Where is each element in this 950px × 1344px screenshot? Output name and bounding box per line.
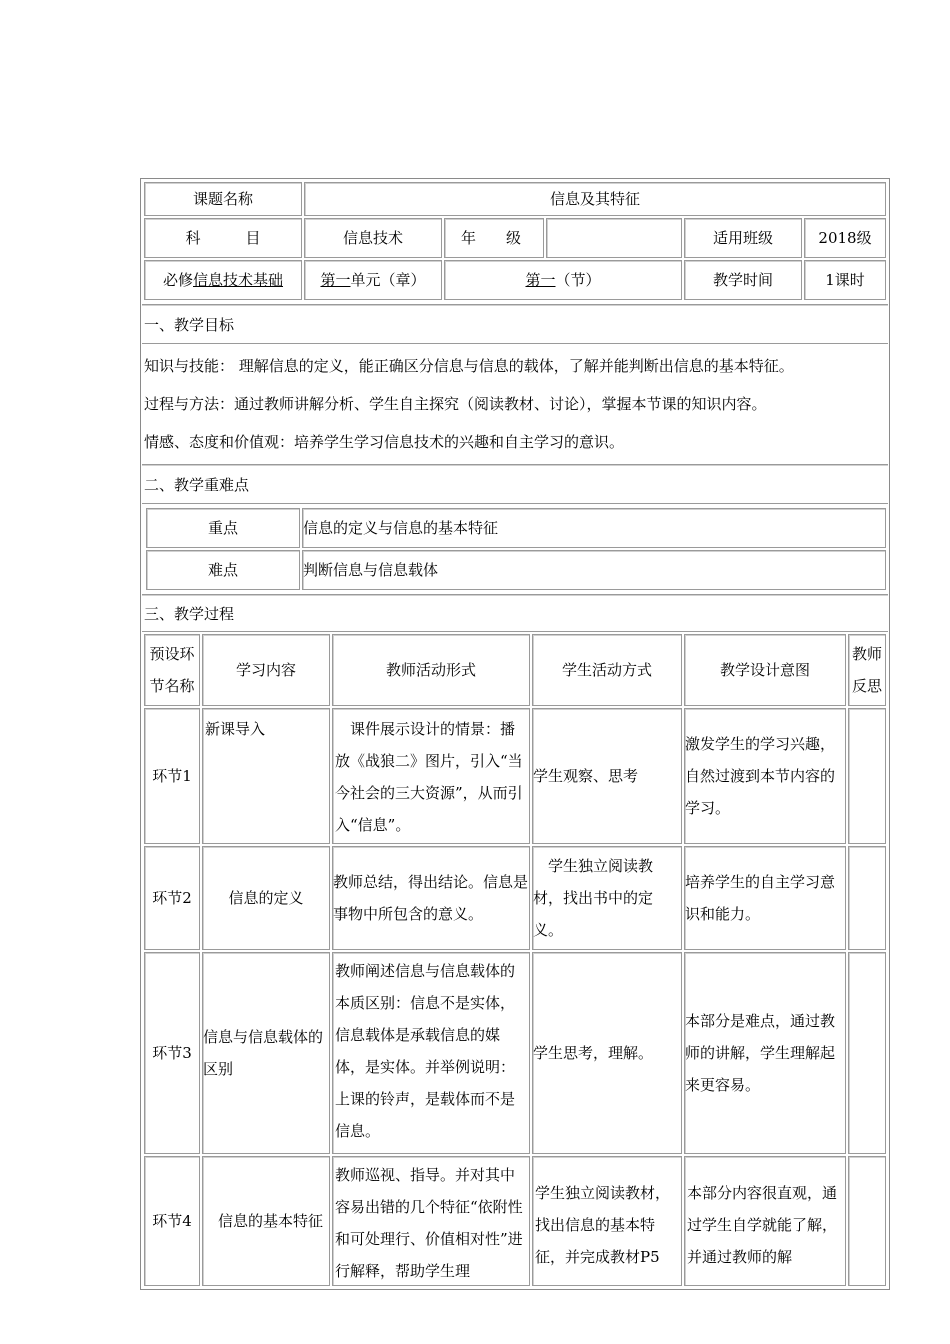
objectives-heading: 一、教学目标 [142,304,888,344]
col-stage: 预设环节名称 [144,634,200,706]
difficulty-label: 难点 [146,550,300,590]
grade-label: 年 级 [444,218,544,258]
col-content: 学习内容 [202,634,330,706]
class-value: 2018级 [804,218,886,258]
course-name: 信息技术基础 [193,271,284,289]
subject-label: 科 目 [144,218,302,258]
col-reflect: 教师反思 [848,634,886,706]
class-label: 适用班级 [684,218,802,258]
row3-student: 学生思考，理解。 [532,952,682,1154]
col-student: 学生活动方式 [532,634,682,706]
unit-cell [304,260,442,300]
section-cell [444,260,682,300]
row2-reflect [848,846,886,950]
row1-teacher: 课件展示设计的情景：播放《战狼二》图片，引入“当今社会的三大资源”，从而引入“信息”。 [332,708,530,844]
row3-intent: 本部分是难点，通过教师的讲解，学生理解起来更容易。 [684,952,846,1154]
course-prefix: 必修 [162,271,193,289]
row2-stage: 环节2 [144,846,200,950]
objective-knowledge: 知识与技能： 理解信息的定义，能正确区分信息与信息的载体，了解并能判断出信息的基本特征。 [144,357,794,375]
topic-value: 信息及其特征 [304,182,886,216]
row1-intent: 激发学生的学习兴趣，自然过渡到本节内容的学习。 [684,708,846,844]
row4-teacher: 教师巡视、指导。并对其中容易出错的几个特征“依附性和可处理行、价值相对性”进行解释，帮助学生理 [332,1156,530,1286]
grade-value [546,218,682,258]
row1-reflect [848,708,886,844]
focus-label: 重点 [146,508,300,548]
row3-stage: 环节3 [144,952,200,1154]
unit-number: 第一 [320,271,351,289]
objective-emotion: 情感、态度和价值观：培养学生学习信息技术的兴趣和自主学习的意识。 [144,433,625,451]
row3-reflect [848,952,886,1154]
row2-content: 信息的定义 [202,846,330,950]
focus-value: 信息的定义与信息的基本特征 [302,508,886,548]
objective-process: 过程与方法：通过教师讲解分析、学生自主探究（阅读教材、讨论），掌握本节课的知识内容。 [144,395,767,413]
row1-content: 新课导入 [202,708,330,844]
row2-teacher: 教师总结，得出结论。信息是事物中所包含的意义。 [332,846,530,950]
row2-student: 学生独立阅读教材，找出书中的定义。 [532,846,682,950]
col-teacher: 教师活动形式 [332,634,530,706]
row2-intent: 培养学生的自主学习意识和能力。 [684,846,846,950]
keypoints-heading: 二、教学重难点 [142,464,888,504]
difficulty-value: 判断信息与信息载体 [302,550,886,590]
row1-student: 学生观察、思考 [532,708,682,844]
row4-student: 学生独立阅读教材，找出信息的基本特征，并完成教材P5 [532,1156,682,1286]
subject-value: 信息技术 [304,218,442,258]
row1-stage: 环节1 [144,708,200,844]
time-label: 教学时间 [684,260,802,300]
section-number: 第一 [525,271,556,289]
row3-content: 信息与信息载体的区别 [202,952,330,1154]
row4-content: 信息的基本特征 [202,1156,330,1286]
col-intent: 教学设计意图 [684,634,846,706]
topic-label: 课题名称 [144,182,302,216]
row4-stage: 环节4 [144,1156,200,1286]
process-heading: 三、教学过程 [142,594,888,632]
section-suffix: （节） [555,271,601,289]
course-cell [144,260,302,300]
row4-intent: 本部分内容很直观，通过学生自学就能了解，并通过教师的解 [684,1156,846,1286]
row4-reflect [848,1156,886,1286]
time-value: 1课时 [804,260,886,300]
unit-suffix: 单元（章） [350,271,426,289]
row3-teacher: 教师阐述信息与信息载体的本质区别：信息不是实体，信息载体是承载信息的媒体，是实体。并举例说明：上课的铃声，是载体而不是信息。 [332,952,530,1154]
